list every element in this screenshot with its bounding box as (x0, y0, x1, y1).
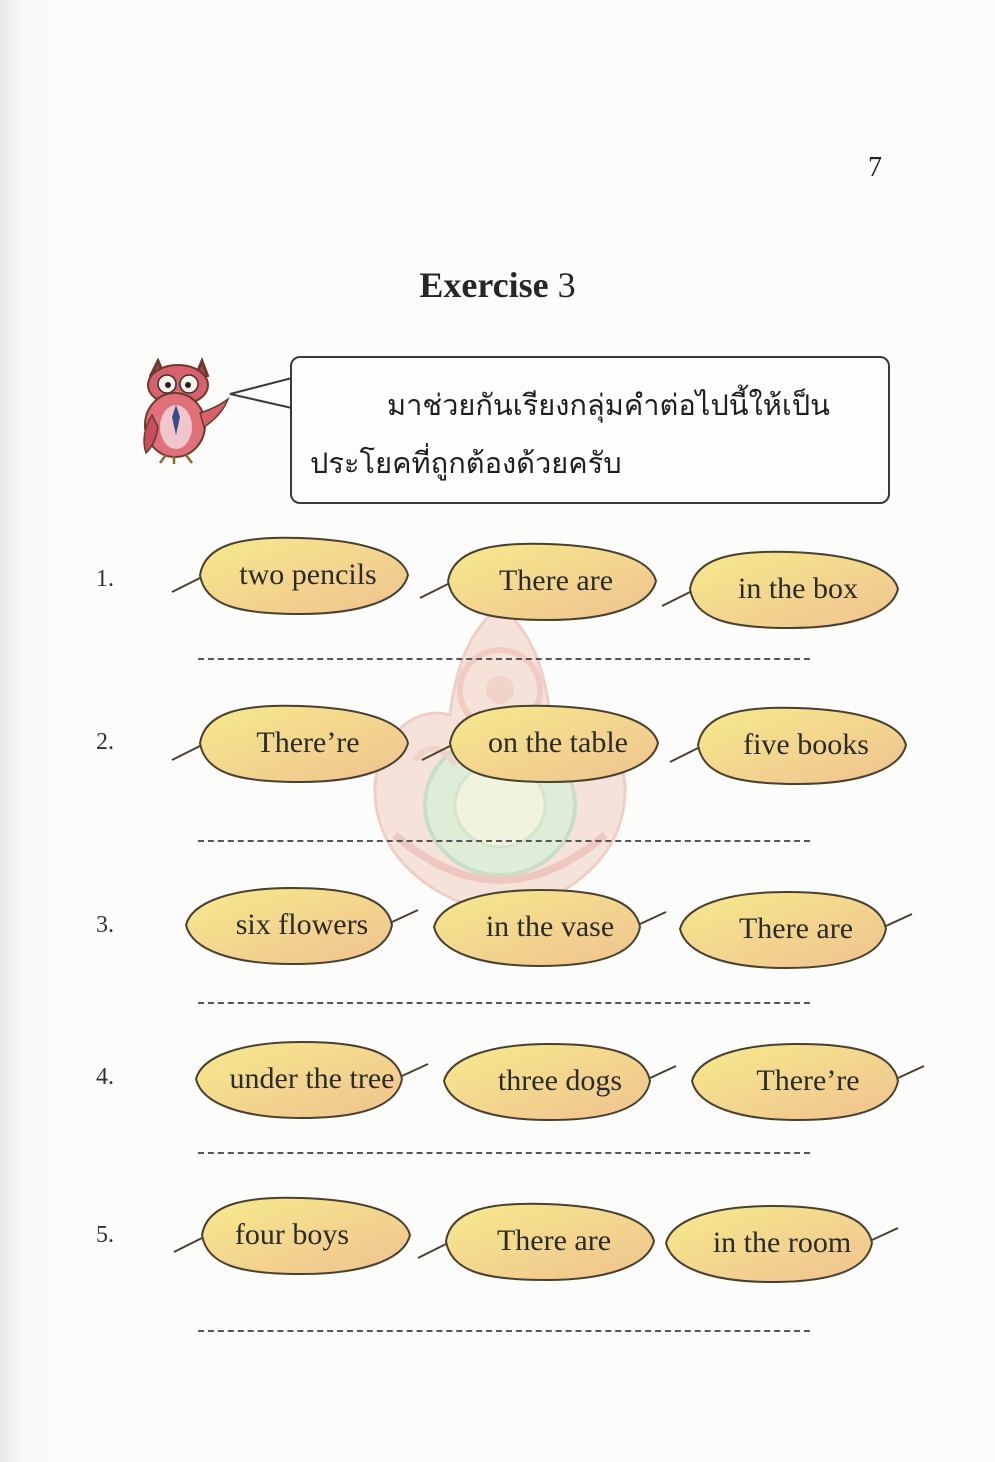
phrase-leaf (688, 1036, 928, 1126)
phrase-text: two pencils (239, 558, 377, 591)
phrase-leaf (430, 882, 670, 972)
phrase-text: six flowers (235, 908, 369, 941)
exercise-title-number: 3 (557, 265, 576, 305)
phrase-text: There are (496, 1224, 612, 1257)
phrase-text: There are (498, 564, 614, 597)
phrase-leaf (662, 1198, 902, 1288)
phrase-text: There’re (256, 726, 360, 759)
answer-line[interactable] (198, 840, 810, 842)
phrase-text: four boys (234, 1218, 350, 1251)
phrase-leaf (416, 1196, 656, 1286)
phrase-leaf (676, 884, 916, 974)
exercise-number: 3. (96, 912, 114, 938)
phrase-leaf (440, 1036, 680, 1126)
exercise-number: 5. (96, 1222, 114, 1248)
phrase-leaf (420, 698, 660, 788)
phrase-text: in the room (712, 1226, 852, 1259)
instruction-line-2: ประโยคที่ถูกต้องด้วยครับ (310, 446, 622, 480)
phrase-text: in the box (738, 572, 858, 605)
phrase-text: under the tree (229, 1062, 395, 1095)
exercise-number: 4. (96, 1064, 114, 1090)
exercise-title-text: Exercise (419, 265, 549, 305)
phrase-leaf (170, 698, 410, 788)
phrase-text: on the table (488, 726, 628, 759)
phrase-leaf (182, 880, 422, 970)
phrase-text: in the vase (485, 910, 615, 943)
phrase-leaf (660, 544, 900, 634)
phrase-leaf (172, 1190, 412, 1280)
exercise-title (0, 264, 995, 306)
phrase-text: five books (743, 728, 869, 761)
exercise-number: 2. (96, 729, 114, 755)
speech-bubble-tail (228, 372, 294, 412)
owl-illustration (130, 355, 230, 465)
phrase-leaf (668, 700, 908, 790)
phrase-text: There’re (756, 1064, 860, 1097)
instruction-speech-bubble (290, 356, 890, 504)
exercise-number: 1. (96, 566, 114, 592)
page-number: 7 (868, 152, 882, 183)
instruction-line-1: มาช่วยกันเรียงกลุ่มคำต่อไปนี้ให้เป็น (387, 388, 831, 422)
answer-line[interactable] (198, 1002, 810, 1004)
answer-line[interactable] (198, 1152, 810, 1154)
phrase-text: three dogs (497, 1064, 623, 1097)
phrase-leaf (192, 1034, 432, 1124)
answer-line[interactable] (198, 658, 810, 660)
phrase-leaf (170, 530, 410, 620)
phrase-text: There are (738, 912, 854, 945)
answer-line[interactable] (198, 1330, 810, 1332)
phrase-leaf (418, 536, 658, 626)
